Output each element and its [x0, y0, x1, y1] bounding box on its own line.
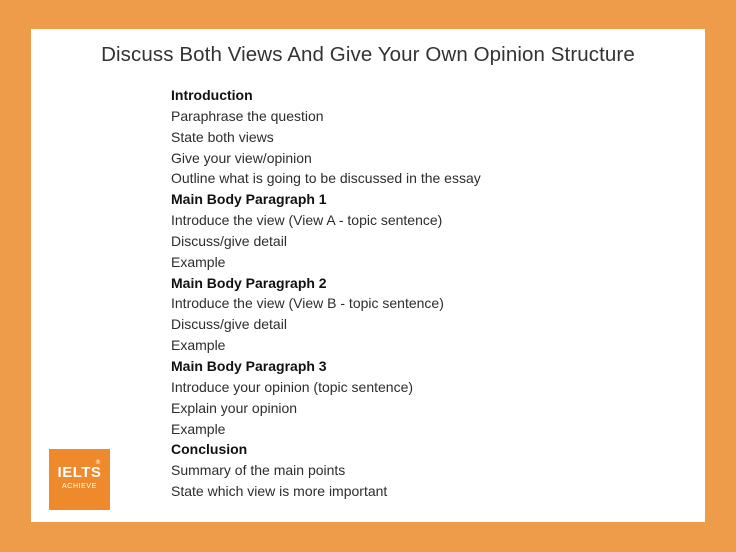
section-heading-main-body-2: Main Body Paragraph 2 — [171, 274, 327, 291]
outline-item: Discuss/give detail — [171, 232, 287, 249]
outline-item: Example — [171, 420, 226, 437]
logo-sub-text: ACHIEVE — [62, 483, 97, 490]
outline-item: Introduce the view (View B - topic sentence) — [171, 295, 444, 312]
ielts-achieve-logo — [49, 449, 110, 510]
outline-item: Explain your opinion — [171, 399, 298, 416]
registered-mark: ® — [95, 459, 101, 466]
page-title: Discuss Both Views And Give Your Own Opinion Structure — [101, 43, 635, 66]
essay-structure-outline — [171, 85, 481, 502]
section-heading-main-body-1: Main Body Paragraph 1 — [171, 191, 327, 208]
outline-item: Introduce the view (View A - topic sentence) — [171, 212, 443, 229]
content-card — [31, 29, 705, 522]
outline-item: Give your view/opinion — [171, 149, 312, 166]
outline-item: Outline what is going to be discussed in the essay — [171, 170, 481, 187]
logo-main-text: IELTS — [57, 464, 102, 481]
section-heading-conclusion: Conclusion — [171, 441, 248, 458]
section-heading-introduction: Introduction — [171, 87, 253, 103]
outline-item: State both views — [171, 128, 274, 145]
outline-item: Discuss/give detail — [171, 316, 287, 333]
outline-item: Introduce your opinion (topic sentence) — [171, 378, 414, 395]
outline-item: State which view is more important — [171, 483, 388, 500]
outline-item: Example — [171, 253, 226, 270]
outline-item: Paraphrase the question — [171, 107, 324, 124]
outline-item: Example — [171, 337, 226, 354]
outline-item: Summary of the main points — [171, 462, 346, 479]
section-heading-main-body-3: Main Body Paragraph 3 — [171, 357, 327, 374]
